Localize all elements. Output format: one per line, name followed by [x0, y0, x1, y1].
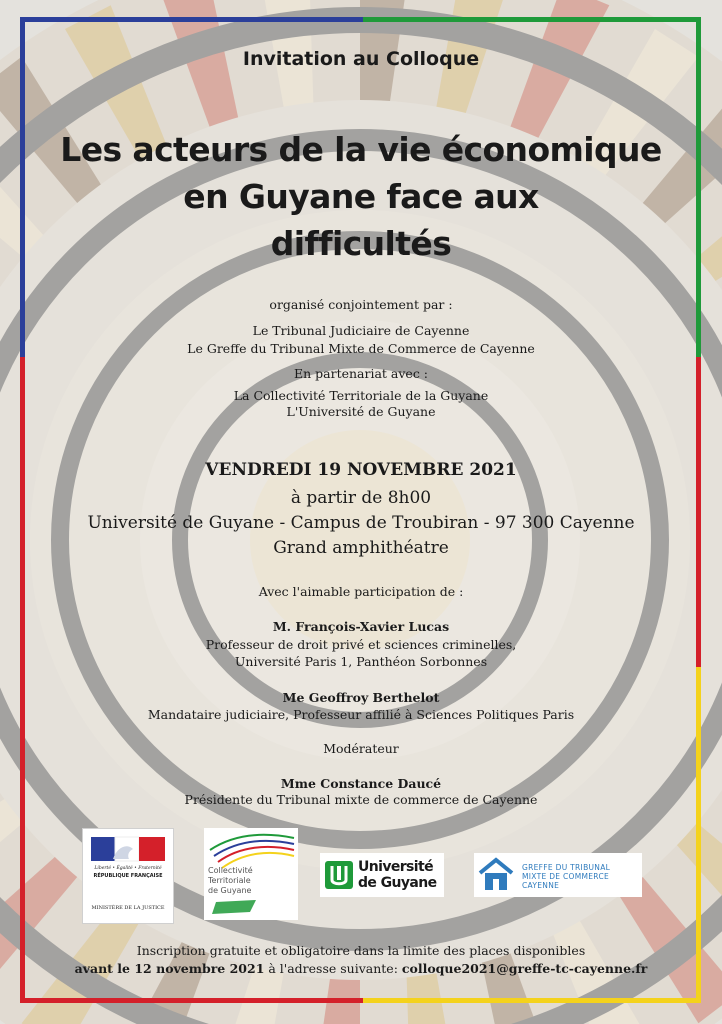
partnership-label: En partenariat avec : [293, 366, 429, 381]
greffe-line: MIXTE DE COMMERCE [522, 872, 610, 881]
university-name-line1: Université [358, 859, 433, 875]
organizer-1: Le Tribunal Judiciaire de Cayenne [252, 323, 470, 338]
registration-deadline [30, 961, 692, 976]
title-line: difficultés [270, 224, 452, 263]
logo-collectivite-territoriale [204, 828, 298, 920]
organized-label: organisé conjointement par : [269, 297, 453, 312]
speaker-1-affiliation: Université Paris 1, Panthéon Sorbonnes [234, 654, 488, 669]
university-name-line2: de Guyane [358, 875, 437, 891]
event-place: Université de Guyane - Campus de Troubiran - 97 300 Cayenne [87, 513, 635, 533]
speaker-2-role: Mandataire judiciaire, Professeur affilié à Sciences Politiques Paris [147, 707, 575, 722]
building-icon [478, 857, 514, 893]
registration-note: Inscription gratuite et obligatoire dans la limite des places disponibles [136, 943, 586, 958]
event-time: à partir de 8h00 [290, 488, 432, 508]
invitation-heading: Invitation au Colloque [242, 48, 480, 70]
moderator-role: Présidente du Tribunal mixte de commerce de Cayenne [184, 792, 538, 807]
partner-1: La Collectivité Territoriale de la Guyane [233, 388, 489, 403]
event-room: Grand amphithéatre [273, 538, 449, 558]
moderator-name: Mme Constance Daucé [280, 776, 442, 791]
ctg-line: Territoriale [208, 876, 251, 885]
rf-name: RÉPUBLIQUE FRANÇAISE [93, 873, 163, 879]
logo-ministere-justice [82, 828, 174, 924]
ctg-line: de Guyane [208, 886, 252, 895]
greffe-line: CAYENNE [522, 881, 560, 890]
university-emblem-icon [324, 860, 354, 890]
rf-motto: Liberté • Égalité • Fraternité [94, 866, 162, 871]
partner-2: L'Université de Guyane [286, 404, 436, 419]
greffe-line: GREFFE DU TRIBUNAL [522, 863, 611, 872]
organizer-2: Le Greffe du Tribunal Mixte de Commerce de Cayenne [187, 341, 535, 356]
logo-greffe-tribunal [474, 853, 642, 897]
event-title [30, 126, 692, 267]
ctg-line: Collectivité [208, 866, 253, 875]
speaker-1-role: Professeur de droit privé et sciences criminelles, [205, 637, 517, 652]
event-date: VENDREDI 19 NOVEMBRE 2021 [205, 460, 517, 480]
participation-label: Avec l'aimable participation de : [258, 584, 464, 599]
contact-email-link[interactable]: colloque2021@greffe-tc-cayenne.fr [401, 961, 648, 976]
rf-ministry: MINISTÈRE DE LA JUSTICE [91, 905, 165, 911]
deadline-text: à l'adresse suivante: [264, 961, 402, 976]
speaker-1-name: M. François-Xavier Lucas [272, 619, 450, 634]
title-line: Les acteurs de la vie économique [60, 130, 662, 169]
deadline-date: avant le 12 novembre 2021 [74, 961, 265, 976]
speaker-2-name: Me Geoffroy Berthelot [282, 690, 440, 705]
title-line: en Guyane face aux [183, 177, 539, 216]
logo-universite-guyane [320, 853, 444, 897]
moderator-label: Modérateur [323, 741, 399, 756]
